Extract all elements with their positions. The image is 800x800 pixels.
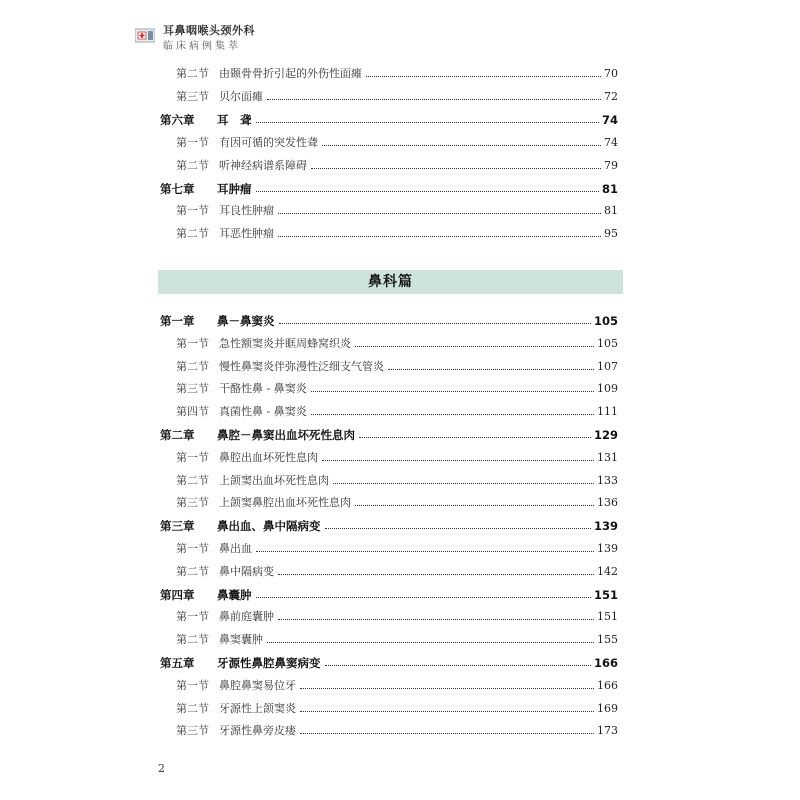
page-number: 2 <box>158 762 165 775</box>
toc-entry-page: 139 <box>597 542 618 555</box>
toc-chapter-entry[interactable] <box>160 110 618 130</box>
toc-dot-leader <box>278 213 601 214</box>
toc-entry-number: 第四章 <box>160 587 195 602</box>
toc-entry-page: 79 <box>604 158 618 172</box>
toc-dot-leader <box>333 483 594 484</box>
toc-entry-page: 131 <box>597 450 618 464</box>
toc-dot-leader <box>256 122 599 123</box>
toc-entry-number: 第三节 <box>176 89 209 103</box>
toc-entry-number: 第一节 <box>176 450 209 464</box>
toc-entry-number: 第三节 <box>176 382 209 396</box>
toc-entry-number: 第二节 <box>176 359 209 373</box>
toc-entry-title: 急性额窦炎并眶周蜂窝织炎 <box>219 336 351 350</box>
toc-entry-title: 鼻前庭囊肿 <box>219 610 274 624</box>
toc-dot-leader <box>325 528 591 529</box>
toc-entry-number: 第四节 <box>176 405 209 419</box>
toc-entry-title: 牙源性鼻腔鼻窦病变 <box>217 656 321 670</box>
toc-section-entry[interactable] <box>160 224 618 244</box>
toc-entry-page: 105 <box>597 336 618 350</box>
part-banner: 鼻科篇 <box>158 270 623 294</box>
toc-dot-leader <box>355 505 594 506</box>
toc-dot-leader <box>278 236 601 237</box>
toc-section-entry[interactable] <box>160 699 618 719</box>
toc-entry-page: 151 <box>593 587 618 602</box>
toc-entry-number: 第二节 <box>176 564 209 578</box>
toc-entry-title: 鼻窦囊肿 <box>219 633 263 647</box>
toc-entry-page: 81 <box>604 204 618 218</box>
toc-entry-title: 牙源性上颌窦炎 <box>219 701 296 715</box>
toc-entry-number: 第二节 <box>176 158 209 172</box>
toc-section-entry[interactable] <box>160 676 618 696</box>
toc-entry-title: 听神经病谱系障碍 <box>219 158 307 172</box>
toc-entry-title: 鼻囊肿 <box>217 587 252 602</box>
toc-entry-page: 166 <box>593 656 618 670</box>
toc-entry-page: 169 <box>597 701 618 715</box>
toc-section-entry[interactable] <box>160 448 618 468</box>
toc-entry-number: 第三节 <box>176 496 209 510</box>
toc-section-entry[interactable] <box>160 133 618 153</box>
toc-section-entry[interactable] <box>160 64 618 84</box>
toc-section-entry[interactable] <box>160 402 618 422</box>
toc-entry-number: 第七章 <box>160 181 195 196</box>
toc-entry-title: 耳良性肿瘤 <box>219 204 274 218</box>
toc-entry-number: 第一节 <box>176 204 209 218</box>
toc-dot-leader <box>300 733 594 734</box>
toc-dot-leader <box>388 369 594 370</box>
toc-entry-number: 第一章 <box>160 314 195 328</box>
toc-entry-page: 173 <box>597 724 618 738</box>
toc-chapter-entry[interactable] <box>160 179 618 199</box>
toc-entry-title: 牙源性鼻旁皮瘘 <box>219 724 296 738</box>
toc-entry-page: 95 <box>604 227 618 241</box>
toc-entry-title: 由颞骨骨折引起的外伤性面瘫 <box>219 67 362 80</box>
toc-chapter-entry[interactable] <box>160 585 618 605</box>
toc-entry-number: 第三章 <box>160 519 195 534</box>
toc-entry-number: 第二章 <box>160 428 195 442</box>
toc-entry-title: 鼻腔鼻窦易位牙 <box>219 678 296 692</box>
toc-dot-leader <box>267 99 601 100</box>
toc-dot-leader <box>325 665 591 666</box>
toc-dot-leader <box>300 711 594 712</box>
toc-entry-title: 鼻腔出血坏死性息肉 <box>219 450 318 464</box>
toc-entry-title: 耳肿瘤 <box>217 181 252 196</box>
toc-section-entry[interactable] <box>160 562 618 582</box>
toc-entry-page: 151 <box>597 610 618 624</box>
toc-section-entry[interactable] <box>160 630 618 650</box>
toc-section-entry[interactable] <box>160 607 618 627</box>
toc-dot-leader <box>256 551 594 552</box>
toc-dot-leader <box>256 597 591 598</box>
toc-entry-number: 第五章 <box>160 656 195 670</box>
toc-entry-title: 鼻出血 <box>219 542 252 555</box>
toc-entry-number: 第一节 <box>176 542 209 555</box>
toc-section-entry[interactable] <box>160 539 618 559</box>
toc-entry-title: 鼻出血、鼻中隔病变 <box>217 519 321 534</box>
toc-chapter-entry[interactable] <box>160 311 618 331</box>
toc-section-entry[interactable] <box>160 201 618 221</box>
toc-entry-page: 72 <box>604 89 618 103</box>
toc-entry-page: 109 <box>597 382 618 396</box>
toc-section-entry[interactable] <box>160 471 618 491</box>
toc-entry-title: 耳 聋 <box>217 112 252 127</box>
toc-dot-leader <box>267 642 594 643</box>
toc-dot-leader <box>366 76 601 77</box>
toc-dot-leader <box>256 191 599 192</box>
toc-entry-title: 慢性鼻窦炎伴弥漫性泛细支气管炎 <box>219 359 384 373</box>
book-logo-icon <box>135 27 155 43</box>
toc-entry-page: 105 <box>593 314 618 328</box>
toc-entry-title: 真菌性鼻 - 鼻窦炎 <box>219 405 307 419</box>
toc-chapter-entry[interactable] <box>160 653 618 673</box>
toc-entry-number: 第一节 <box>176 610 209 624</box>
header-subtitle: 临床病例集萃 <box>163 41 241 52</box>
toc-dot-leader <box>355 346 594 347</box>
toc-entry-title: 上颌窦出血坏死性息肉 <box>219 473 329 487</box>
toc-entry-title: 鼻中隔病变 <box>219 564 274 578</box>
toc-entry-page: 139 <box>593 519 618 534</box>
toc-entry-number: 第六章 <box>160 112 195 127</box>
toc-entry-page: 142 <box>597 564 618 578</box>
toc-entry-page: 74 <box>604 135 618 149</box>
toc-dot-leader <box>278 574 594 575</box>
toc-entry-page: 166 <box>597 678 618 692</box>
toc-entry-page: 74 <box>601 112 618 127</box>
toc-entry-number: 第二节 <box>176 701 209 715</box>
toc-entry-title: 贝尔面瘫 <box>219 89 263 103</box>
toc-dot-leader <box>278 619 594 620</box>
toc-entry-page: 133 <box>597 473 618 487</box>
toc-section-entry[interactable] <box>160 721 618 741</box>
toc-entry-title: 上颌窦鼻腔出血坏死性息肉 <box>219 496 351 510</box>
toc-entry-page: 107 <box>597 359 618 373</box>
toc-section-entry[interactable] <box>160 156 618 176</box>
toc-dot-leader <box>359 437 591 438</box>
toc-chapter-entry[interactable] <box>160 425 618 445</box>
toc-chapter-entry[interactable] <box>160 516 618 536</box>
toc-dot-leader <box>279 323 591 324</box>
toc-entry-number: 第二节 <box>176 473 209 487</box>
toc-entry-number: 第二节 <box>176 227 209 241</box>
toc-dot-leader <box>322 460 594 461</box>
toc-dot-leader <box>311 391 594 392</box>
header-title: 耳鼻咽喉头颈外科 <box>163 24 255 37</box>
toc-entry-page: 155 <box>597 633 618 647</box>
toc-dot-leader <box>311 168 601 169</box>
toc-entry-title: 耳恶性肿瘤 <box>219 227 274 241</box>
toc-entry-title: 鼻－鼻窦炎 <box>217 314 275 328</box>
toc-entry-number: 第一节 <box>176 336 209 350</box>
toc-section-entry[interactable] <box>160 493 618 513</box>
toc-entry-number: 第一节 <box>176 135 209 149</box>
toc-section-entry[interactable] <box>160 379 618 399</box>
toc-entry-page: 129 <box>593 428 618 442</box>
toc-entry-page: 81 <box>601 181 618 196</box>
toc-entry-number: 第一节 <box>176 678 209 692</box>
toc-entry-title: 鼻腔－鼻窦出血坏死性息肉 <box>217 428 355 442</box>
toc-dot-leader <box>322 145 601 146</box>
toc-entry-number: 第三节 <box>176 724 209 738</box>
toc-section-entry[interactable] <box>160 334 618 354</box>
toc-section-entry[interactable] <box>160 87 618 107</box>
toc-entry-title: 干酪性鼻 - 鼻窦炎 <box>219 382 307 396</box>
toc-dot-leader <box>300 688 594 689</box>
toc-entry-page: 111 <box>597 405 618 419</box>
toc-entry-number: 第二节 <box>176 67 209 80</box>
toc-entry-title: 有因可循的突发性聋 <box>219 135 318 149</box>
toc-entry-page: 136 <box>597 496 618 510</box>
toc-section-entry[interactable] <box>160 357 618 377</box>
toc-entry-number: 第二节 <box>176 633 209 647</box>
toc-dot-leader <box>311 414 594 415</box>
toc-entry-page: 70 <box>604 67 618 80</box>
